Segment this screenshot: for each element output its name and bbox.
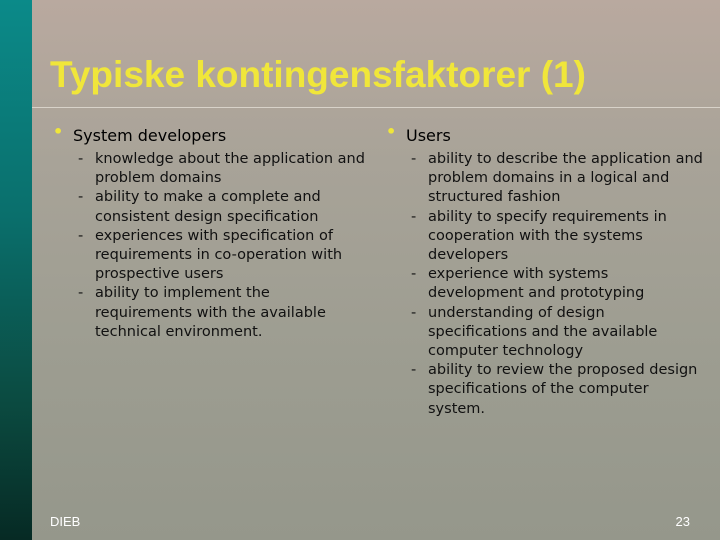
list-item: - ability to review the proposed design specifications of the computer system.	[411, 362, 698, 417]
bullet-dot-icon: •	[53, 122, 64, 141]
left-accent-band	[0, 0, 32, 540]
column-heading: Users	[406, 126, 451, 145]
dash-icon: -	[78, 189, 84, 206]
list-item: - experience with systems development and prototyping	[411, 266, 645, 302]
dash-icon: -	[411, 266, 417, 283]
list-item: - ability to make a complete and consistent design specification	[78, 189, 321, 225]
dash-icon: -	[411, 362, 417, 379]
slide-title: Typiske kontingensfaktorer (1)	[50, 54, 586, 95]
list-item: - ability to specify requirements in cooperation with the systems developers	[411, 208, 667, 264]
dash-icon: -	[78, 227, 84, 244]
column-system-developers	[50, 124, 370, 342]
list-item: - understanding of design specifications and the available computer technology	[411, 304, 658, 360]
dash-icon: -	[78, 151, 84, 167]
page-number: 23	[675, 514, 690, 529]
dash-icon: -	[78, 285, 84, 302]
dash-icon: -	[411, 208, 417, 225]
list-item: - ability to describe the application and problem domains in a logical and structured fashion	[411, 151, 703, 206]
list-item: - ability to implement the requirements with the available technical environment.	[78, 285, 326, 340]
column-users	[383, 124, 703, 419]
list-item: - knowledge about the application and problem domains	[78, 151, 365, 187]
title-divider	[32, 107, 720, 108]
footer-label: DIEB	[50, 514, 81, 529]
bullet-dot-icon: •	[386, 122, 397, 141]
column-heading: System developers	[73, 126, 227, 145]
dash-icon: -	[411, 151, 417, 167]
list-item: - experiences with specification of requirements in co-operation with prospective users	[78, 227, 343, 283]
dash-icon: -	[411, 304, 417, 321]
